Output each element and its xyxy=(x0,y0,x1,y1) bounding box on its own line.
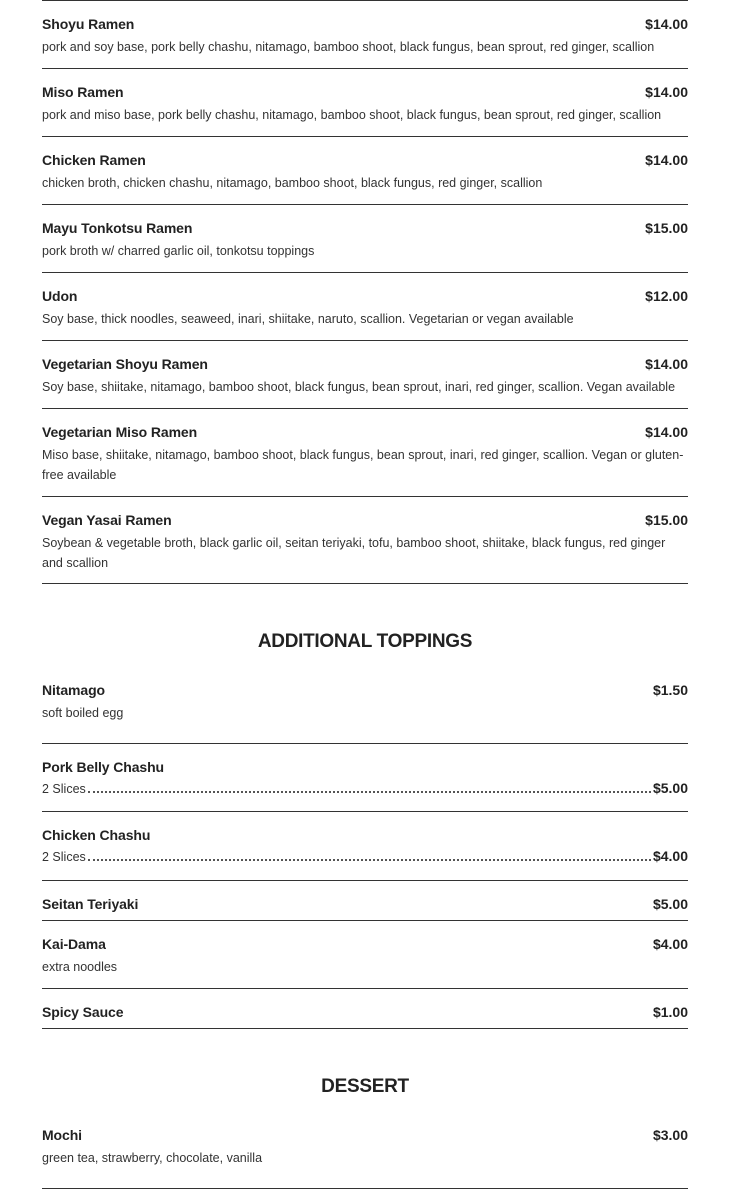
menu-item xyxy=(42,69,688,137)
item-price: $5.00 xyxy=(652,780,688,796)
item-name: Miso Ramen xyxy=(42,84,124,100)
item-name: Nitamago xyxy=(42,682,105,698)
item-description: chicken broth, chicken chashu, nitamago, bamboo shoot, black fungus, red ginger, scallion xyxy=(42,176,543,190)
item-name: Mayu Tonkotsu Ramen xyxy=(42,220,193,236)
item-price: $15.00 xyxy=(645,512,688,528)
menu-item xyxy=(42,341,688,409)
item-name: Chicken Ramen xyxy=(42,152,146,168)
menu-item xyxy=(42,881,688,921)
item-name: Shoyu Ramen xyxy=(42,16,135,32)
item-name: Chicken Chashu xyxy=(42,827,151,843)
item-description: extra noodles xyxy=(42,960,118,974)
item-name: Vegetarian Shoyu Ramen xyxy=(42,356,208,372)
item-price: $14.00 xyxy=(645,16,688,32)
menu-item xyxy=(42,675,688,744)
menu-item xyxy=(42,812,688,881)
item-description: 2 Slices xyxy=(42,850,86,864)
item-description: pork and miso base, pork belly chashu, nitamago, bamboo shoot, black fungus, bean sprout, red ginger, scallion xyxy=(42,108,662,122)
item-price: $3.00 xyxy=(652,1127,688,1143)
dot-leader xyxy=(88,790,651,793)
item-description: Miso base, shiitake, nitamago, bamboo shoot, black fungus, bean sprout, inari, red ginger, scallion. Vegan or gluten-free available xyxy=(42,448,684,482)
item-price: $15.00 xyxy=(645,220,688,236)
item-name: Udon xyxy=(42,288,78,304)
item-description: pork and soy base, pork belly chashu, nitamago, bamboo shoot, black fungus, bean sprout, red ginger, scallion xyxy=(42,40,655,54)
item-description: Soy base, thick noodles, seaweed, inari, shiitake, naruto, scallion. Vegetarian or vegan available xyxy=(42,312,574,326)
menu-page xyxy=(42,0,688,1189)
menu-item xyxy=(42,989,688,1029)
item-price: $14.00 xyxy=(645,152,688,168)
item-description: soft boiled egg xyxy=(42,706,124,720)
item-name: Kai-Dama xyxy=(42,936,106,952)
item-price: $1.00 xyxy=(652,1004,688,1020)
item-name: Spicy Sauce xyxy=(42,1004,124,1020)
menu-item xyxy=(42,921,688,989)
menu-item xyxy=(42,409,688,497)
dessert-section xyxy=(42,1076,688,1189)
item-description: Soy base, shiitake, nitamago, bamboo shoot, black fungus, bean sprout, inari, red ginger, scallion. Vegan available xyxy=(42,380,676,394)
item-name: Vegetarian Miso Ramen xyxy=(42,424,198,440)
item-price: $14.00 xyxy=(645,356,688,372)
item-description: 2 Slices xyxy=(42,782,86,796)
item-price: $14.00 xyxy=(645,424,688,440)
dot-leader xyxy=(88,858,651,861)
item-name: Vegan Yasai Ramen xyxy=(42,512,172,528)
ramen-section xyxy=(42,1,688,584)
item-description: Soybean & vegetable broth, black garlic oil, seitan teriyaki, tofu, bamboo shoot, shiitake, black fungus, red ginger and scallion xyxy=(42,536,666,570)
menu-item xyxy=(42,1,688,69)
item-name: Pork Belly Chashu xyxy=(42,759,165,775)
menu-item xyxy=(42,137,688,205)
menu-item xyxy=(42,744,688,812)
section-title: DESSERT xyxy=(321,1076,409,1097)
menu-item xyxy=(42,497,688,584)
menu-item xyxy=(42,1120,688,1189)
item-price: $14.00 xyxy=(645,84,688,100)
item-price: $4.00 xyxy=(652,848,688,864)
item-price: $12.00 xyxy=(645,288,688,304)
item-price: $5.00 xyxy=(652,896,688,912)
section-title: ADDITIONAL TOPPINGS xyxy=(257,631,473,652)
item-description: green tea, strawberry, chocolate, vanilla xyxy=(42,1151,263,1165)
item-price: $4.00 xyxy=(652,936,688,952)
item-price: $1.50 xyxy=(652,682,688,698)
menu-item xyxy=(42,205,688,273)
toppings-section xyxy=(42,631,688,1029)
item-description: pork broth w/ charred garlic oil, tonkotsu toppings xyxy=(42,244,315,258)
item-name: Seitan Teriyaki xyxy=(42,896,139,912)
menu-item xyxy=(42,273,688,341)
item-name: Mochi xyxy=(42,1127,82,1143)
